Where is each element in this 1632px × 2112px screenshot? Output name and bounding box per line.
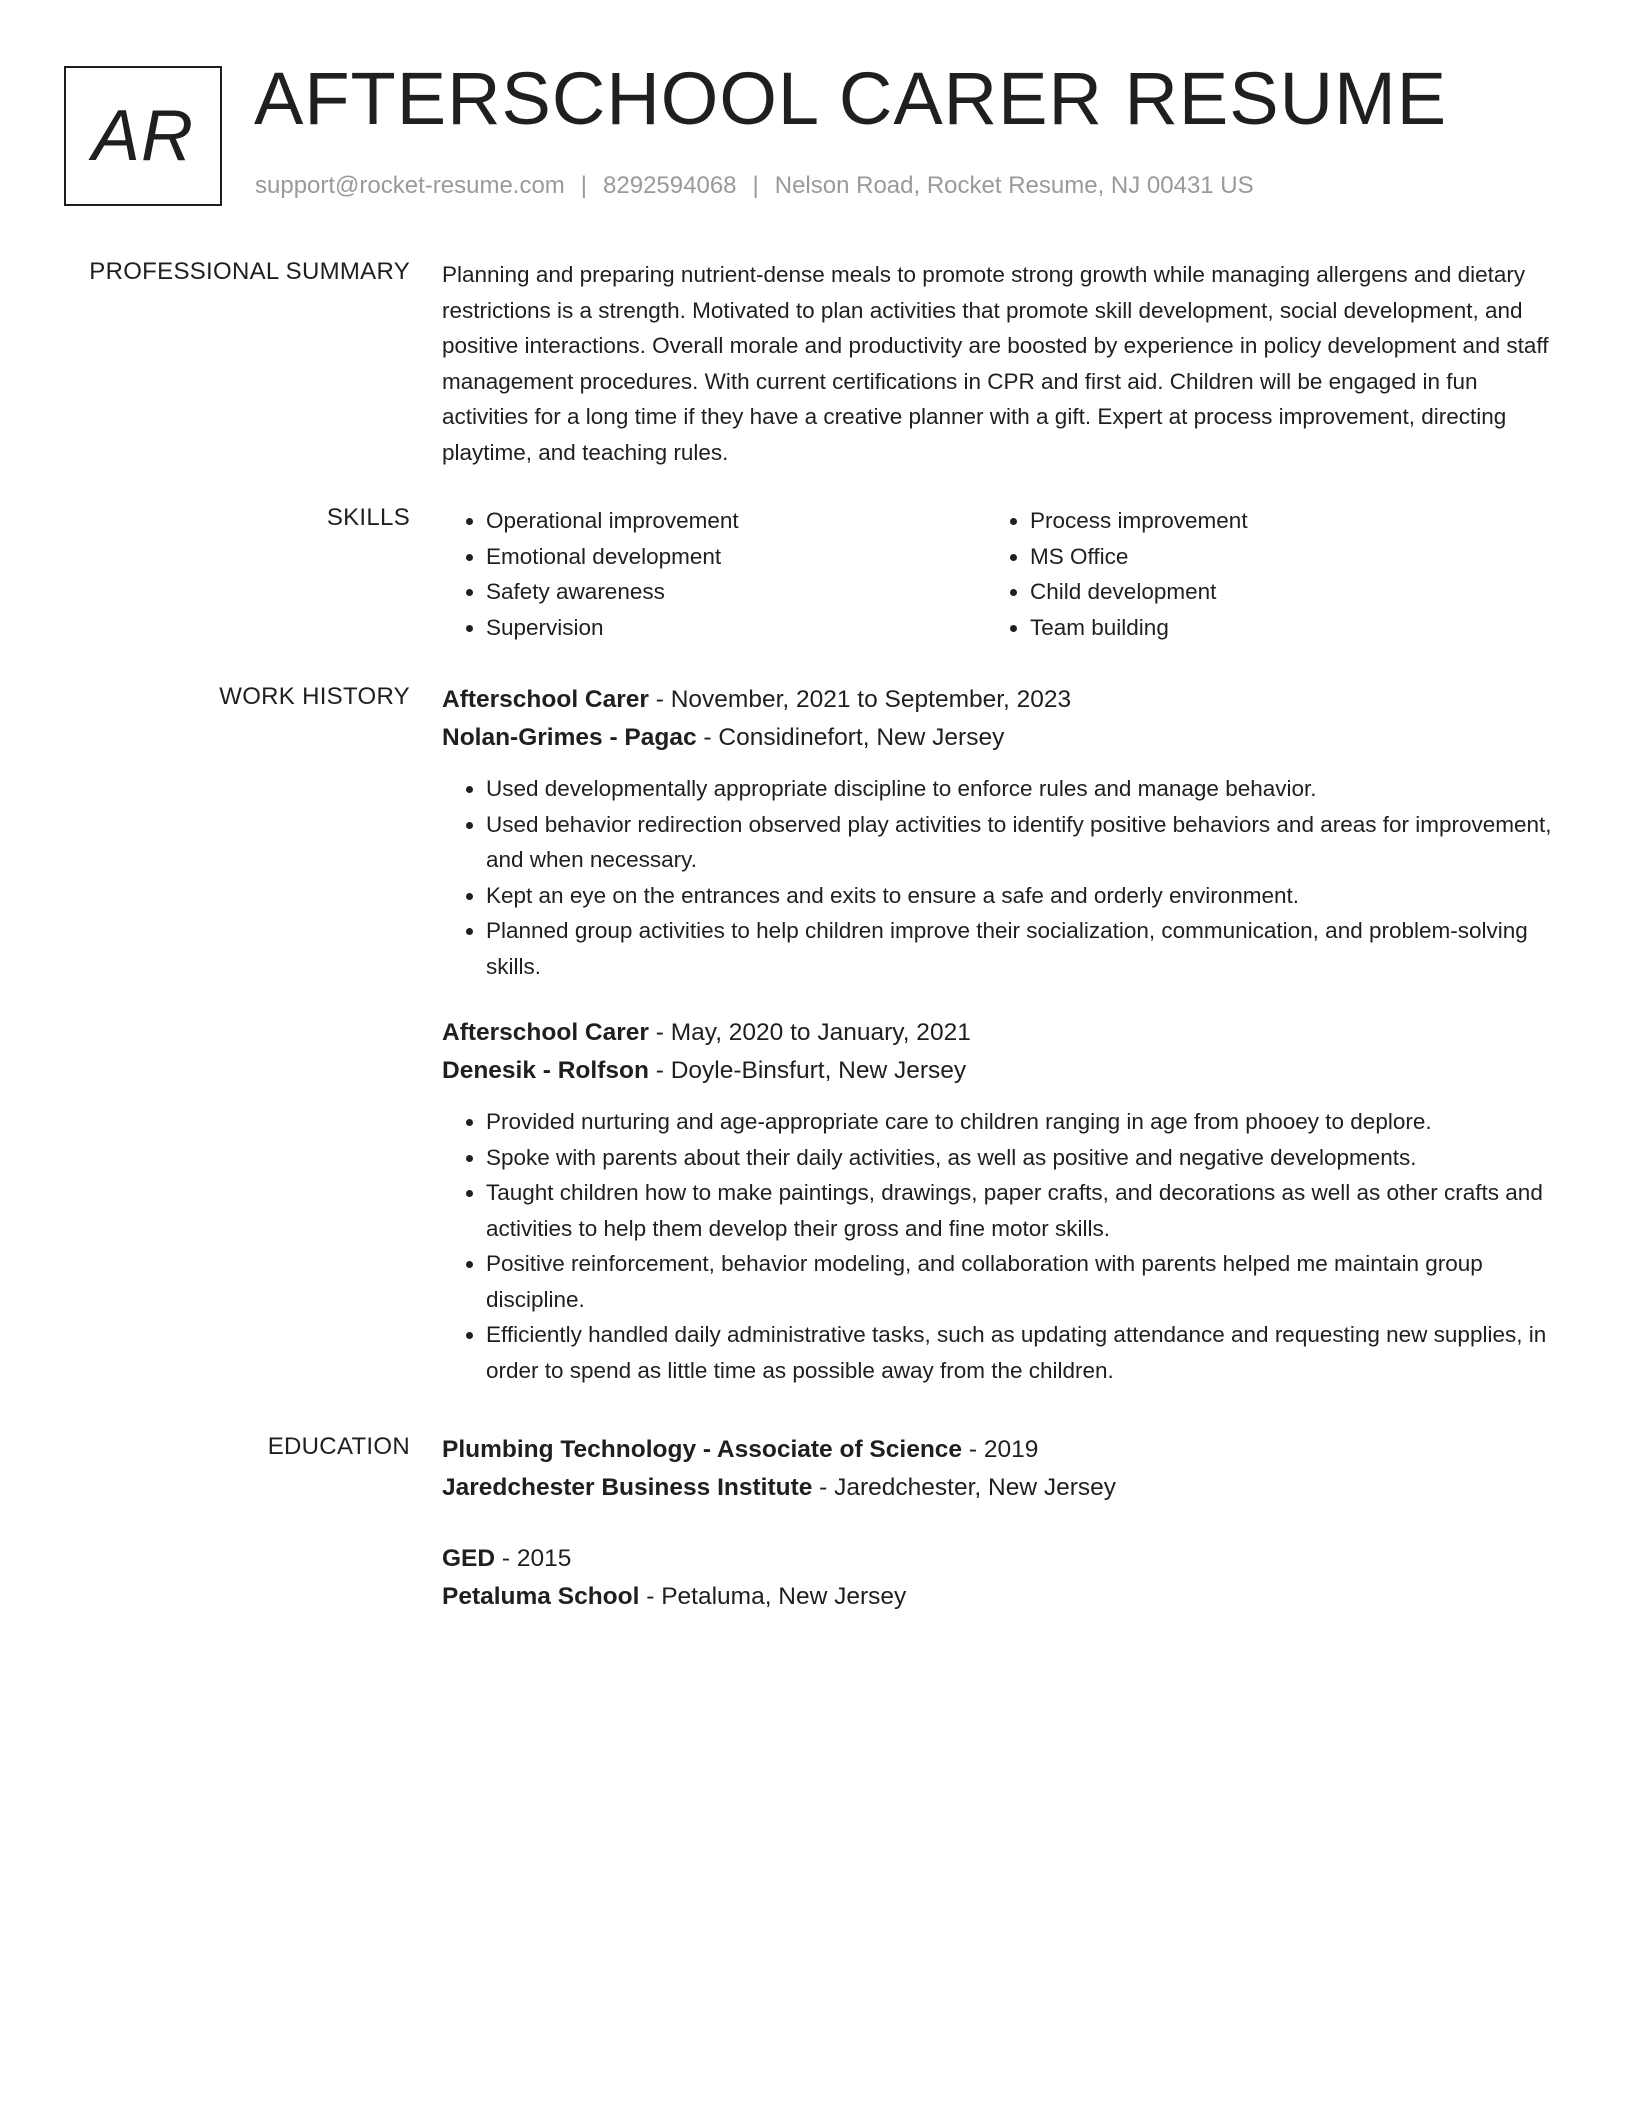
job-duty: • Efficiently handled daily administrative tasks, such as updating attendance and requesting new supplies, in order to spend as little time as possible away from the children. <box>486 1317 1552 1388</box>
job-entry <box>442 681 1552 984</box>
job-title: Afterschool Carer <box>442 686 649 713</box>
skill-item: • MS Office <box>1030 539 1530 575</box>
summary-text: Planning and preparing nutrient-dense meals to promote strong growth while managing allergens and dietary restrictions is a strength. Motivated to plan activities that promote skill development, social development, and positive interactions. Overall morale and productivity are boosted by experience in policy development and staff management procedures. With current certifications in CPR and first aid. Children will be engaged in fun activities for a long time if they have a creative planner with a gift. Expert at process improvement, directing playtime, and teaching rules. <box>442 262 1549 465</box>
job-duty: • Used developmentally appropriate discipline to enforce rules and manage behavior. <box>486 771 1552 807</box>
skill-item: • Operational improvement <box>486 503 986 539</box>
skill-item: • Safety awareness <box>486 574 986 610</box>
job-company-line <box>442 719 1552 757</box>
job-duties <box>442 1104 1552 1388</box>
contact-line <box>255 172 1254 200</box>
job-company: Nolan-Grimes - Pagac <box>442 724 697 751</box>
school-name: Jaredchester Business Institute <box>442 1474 813 1501</box>
contact-phone: 8292594068 <box>603 172 737 199</box>
contact-separator: | <box>752 172 759 199</box>
school-line <box>442 1469 1552 1507</box>
job-title-line <box>442 1014 1552 1052</box>
skill-item: • Supervision <box>486 610 986 646</box>
skills-list-right <box>986 503 1530 645</box>
job-location: - Doyle-Binsfurt, New Jersey <box>648 1057 967 1084</box>
job-duty: • Used behavior redirection observed play activities to identify positive behaviors and areas for improvement, and when necessary. <box>486 807 1552 878</box>
skills-grid <box>442 503 1552 645</box>
education-body <box>442 1431 1552 1616</box>
school-line <box>442 1578 1552 1616</box>
school-location: - Jaredchester, New Jersey <box>812 1474 1117 1501</box>
summary-body <box>442 257 1552 470</box>
job-company: Denesik - Rolfson <box>442 1057 649 1084</box>
job-title-line <box>442 681 1552 719</box>
school-location: - Petaluma, New Jersey <box>639 1583 907 1610</box>
school-name: Petaluma School <box>442 1583 640 1610</box>
degree-line <box>442 1540 1552 1578</box>
job-entry <box>442 1014 1552 1388</box>
contact-separator: | <box>580 172 588 199</box>
degree-name: GED <box>442 1545 496 1572</box>
work-history-heading: WORK HISTORY <box>219 683 410 710</box>
degree-year: - 2015 <box>495 1545 572 1572</box>
education-entry <box>442 1540 1552 1616</box>
job-duty: • Kept an eye on the entrances and exits to ensure a safe and orderly environment. <box>486 878 1552 914</box>
education-heading: EDUCATION <box>267 1433 410 1460</box>
job-dates: - May, 2020 to January, 2021 <box>648 1019 971 1046</box>
job-dates: - November, 2021 to September, 2023 <box>648 686 1072 713</box>
work-history-body <box>442 681 1552 1388</box>
skill-item: • Team building <box>1030 610 1530 646</box>
contact-email: support@rocket-resume.com <box>255 172 565 199</box>
job-duty: • Planned group activities to help children improve their socialization, communication, and problem-solving skills. <box>486 913 1552 984</box>
education-entry <box>442 1431 1552 1507</box>
summary-heading: PROFESSIONAL SUMMARY <box>89 258 410 285</box>
job-duty: • Positive reinforcement, behavior modeling, and collaboration with parents helped me maintain group discipline. <box>486 1246 1552 1317</box>
job-location: - Considinefort, New Jersey <box>696 724 1005 751</box>
job-title: Afterschool Carer <box>442 1019 649 1046</box>
monogram-initials: AR <box>91 96 195 176</box>
job-duty: • Taught children how to make paintings, drawings, paper crafts, and decorations as well as other crafts and activities to help them develop their gross and fine motor skills. <box>486 1175 1552 1246</box>
job-duties <box>442 771 1552 984</box>
degree-name: Plumbing Technology - Associate of Science <box>442 1436 963 1463</box>
degree-year: - 2019 <box>962 1436 1039 1463</box>
skills-list-left <box>442 503 986 645</box>
job-company-line <box>442 1052 1552 1090</box>
skills-body <box>442 503 1552 645</box>
degree-line <box>442 1431 1552 1469</box>
contact-address: Nelson Road, Rocket Resume, NJ 00431 US <box>774 172 1254 199</box>
skill-item: • Process improvement <box>1030 503 1530 539</box>
skills-heading: SKILLS <box>326 504 410 531</box>
skill-item: • Child development <box>1030 574 1530 610</box>
resume-title: AFTERSCHOOL CARER RESUME <box>254 57 1448 140</box>
monogram-logo <box>64 66 222 206</box>
job-duty: • Provided nurturing and age-appropriate care to children ranging in age from phooey to deplore. <box>486 1104 1552 1140</box>
skill-item: • Emotional development <box>486 539 986 575</box>
job-duty: • Spoke with parents about their daily activities, as well as positive and negative developments. <box>486 1140 1552 1176</box>
